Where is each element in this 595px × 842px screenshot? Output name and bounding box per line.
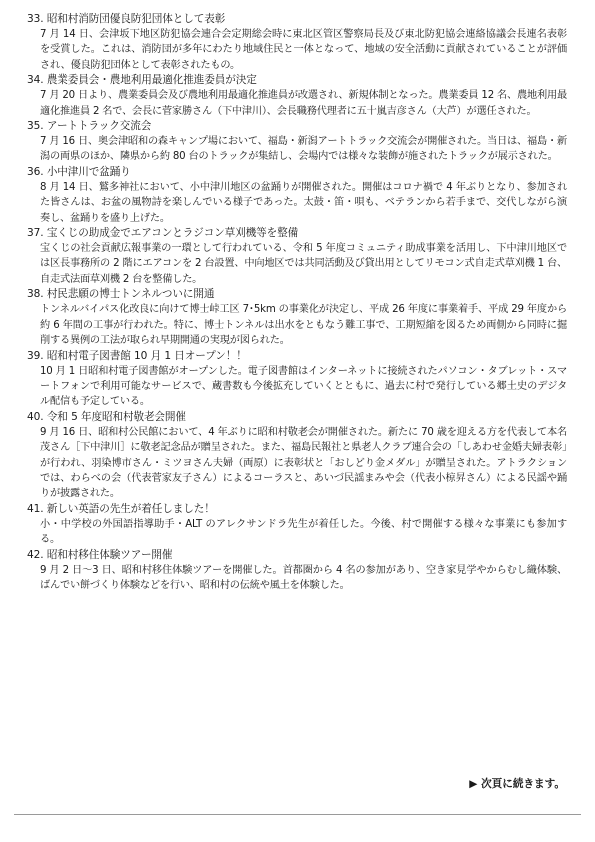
item-title: 42. 昭和村移住体験ツアー開催 xyxy=(27,548,173,561)
item-title: 37. 宝くじの助成金でエアコンとラジコン草刈機等を整備 xyxy=(27,227,299,240)
list-item xyxy=(27,410,567,502)
item-body: 9 月 2 日～3 日、昭和村移住体験ツアーを開催した。首都圏から 4 名の参加があり、空き家見学やからむし織体験、ばんでい餅づくり体験などを行い、昭和村の伝統や風土を体験した。 xyxy=(40,564,567,591)
item-body: 9 月 16 日、昭和村公民館において、4 年ぶりに昭和村敬老会が開催された。新たに 70 歳を迎える方を代表して本名茂さん［下中津川］に敬老記念品が贈呈された。また、福島民報社と県老人クラブ連合会の「しあわせ金婚夫婦表彰」が行われ、羽染博市さん・ミツヨさん夫婦（両原）に表彰状と「おしどり金メダル」が贈呈された。アトラクションでは、わらべの会（代表菅家友子さん）によるコーラスと、あいづ民謡まみや会（代表小椋昇さん）による民謡や踊りが披露された。 xyxy=(40,426,567,500)
item-body: 7 月 16 日、奥会津昭和の森キャンプ場において、福島・新潟アートトラック交流会が開催された。当日は、福島・新潟の両県のほか、隣県から約 80 台のトラックが集結し、会場内では様々な装飾が施されたトラックが展示された。 xyxy=(40,136,567,163)
item-body: 7 月 14 日、会津坂下地区防犯協会連合会定期総会時に東北区管区警察局長及び東北防犯協会連絡協議会長連名表彰を受賞した。これは、消防団が多年にわたり地域住民と一体となって、地域の安全活動に貢献されていることが評価され、優良防犯団体として表彰されたもの。 xyxy=(40,29,567,71)
list-item xyxy=(27,226,567,287)
item-title: 35. アートトラック交流会 xyxy=(27,120,152,133)
item-body: 小・中学校の外国語指導助手・ALT のアレクサンドラ先生が着任した。今後、村で開催する様々な事業にも参加する。 xyxy=(40,518,567,546)
item-title: 33. 昭和村消防団優良防犯団体として表彰 xyxy=(27,13,226,25)
list-item xyxy=(27,73,567,119)
list-item xyxy=(27,165,567,226)
item-title: 38. 村民悲願の博士トンネルついに開通 xyxy=(27,288,215,301)
list-item xyxy=(27,548,567,594)
item-title: 34. 農業委員会・農地利用最適化推進委員が決定 xyxy=(27,74,257,87)
item-body: 10 月 1 日昭和村電子図書館がオープンした。電子図書館はインターネットに接続されたパソコン・タブレット・スマートフォンで利用可能なサービスで、蔵書数も今後拡充していくとともに、過去に村で発行している郷土史のデジタル配信も予定している。 xyxy=(40,365,567,408)
list-item xyxy=(27,349,567,410)
item-body: 宝くじの社会貢献広報事業の一環として行われている、令和 5 年度コミュニティ助成事業を活用し、下中津川地区では区長事務所の 2 階にエアコンを 2 台設置、中向地区では共同活動及び貸出用としてリモコン式自走式草刈機 1 台、自走式法面草刈機 2 台を整備した。 xyxy=(40,243,567,285)
item-title: 36. 小中津川で盆踊り xyxy=(27,165,131,178)
item-title: 39. 昭和村電子図書館 10 月 1 日オープン！！ xyxy=(27,349,247,362)
list-item xyxy=(27,287,567,348)
item-title: 41. 新しい英語の先生が着任しました！ xyxy=(27,502,215,515)
item-body: トンネルバイパス化改良に向けて博士峠工区 7･5km の事業化が決定し、平成 26 年度に事業着手、平成 29 年度から約 6 年間の工事が行われた。特に、博士トンネルは出水をともなう難工事で、工期短縮を図るため両側から同時に掘削する異例の工法が取られ早期開通の実現が図られた。 xyxy=(40,304,567,347)
list-item xyxy=(27,12,567,73)
item-title: 40. 令和 5 年度昭和村敬老会開催 xyxy=(27,410,186,423)
next-page-note: ▶ 次頁に続きます。 xyxy=(469,778,565,790)
item-body: 8 月 14 日、鷲多神社において、小中津川地区の盆踊りが開催された。開催はコロナ禍で 4 年ぶりとなり、参加された皆さんは、お盆の風物詩を楽しんでいる様子であった。太鼓・笛・唄も、ベテランから若手まで、交代しながら演奏し、盆踊りを盛り上げた。 xyxy=(40,181,567,224)
item-body: 7 月 20 日より、農業委員会及び農地利用最適化推進員が改選され、新規体制となった。農業委員 12 名、農地利用最適化推進員 2 名で、会長に菅家勝さん（下中津川）、会長職務代理者に五十嵐吉彦さん（大芦）が選任された。 xyxy=(40,90,567,117)
article-list xyxy=(27,12,567,593)
footer-divider xyxy=(14,814,581,815)
list-item xyxy=(27,502,567,548)
list-item xyxy=(27,119,567,165)
